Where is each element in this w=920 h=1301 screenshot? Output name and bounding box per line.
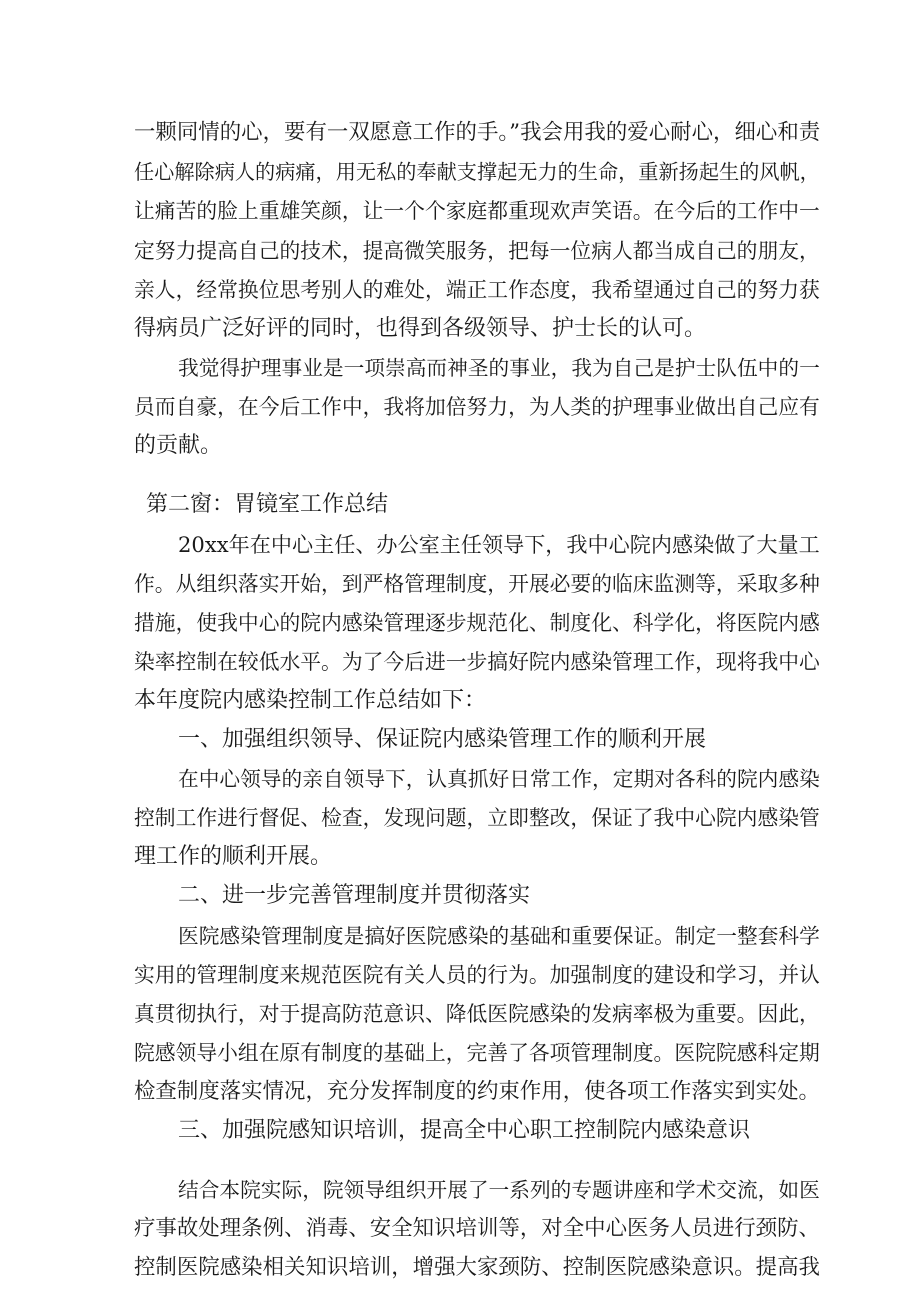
body-2-line-3: 真贯彻执行，对于提高防范意识、降低医院感染的发病率极为重要。因此， bbox=[134, 1002, 820, 1026]
body-3-line-3: 控制医院感染相关知识培训，增强大家颈防、控制医院感染意识。提高我 bbox=[134, 1255, 820, 1280]
heading-3: 三、加强院感知识培训，提高全中心职工控制院内感染意识 bbox=[178, 1118, 751, 1143]
paragraph-1-line-4: 定努力提高自己的技术，提高微笑服务，把每一位病人都当成自己的朋友， bbox=[134, 239, 820, 263]
body-3-line-1: 结合本院实际，院领导组织开展了一系列的专题讲座和学术交流，如医 bbox=[178, 1178, 820, 1202]
intro-line-3: 措施，使我中心的院内感染管理逐步规范化、制度化、科学化，将医院内感 bbox=[134, 611, 820, 635]
body-2-line-2: 实用的管理制度来规范医院有关人员的行为。加强制度的建设和学习，并认 bbox=[134, 963, 820, 987]
paragraph-1-line-5: 亲人，经常换位思考别人的难处，端正工作态度，我希望通过自己的努力获 bbox=[134, 278, 820, 302]
paragraph-1-line-3: 让痛苦的脸上重雄笑颜，让一个个家庭都重现欢声笑语。在今后的工作中一 bbox=[134, 199, 820, 223]
paragraph-2-line-3: 的贡献。 bbox=[134, 433, 223, 458]
body-1-line-2: 控制工作进行督促、检查，发现问题，立即整改，保证了我中心院内感染管 bbox=[134, 806, 820, 830]
body-2-line-1: 医院感染管理制度是搞好医院感染的基础和重要保证。制定一整套科学 bbox=[178, 924, 820, 948]
paragraph-1-line-1: 一颗同情的心，要有一双愿意工作的手。”我会用我的爱心耐心，细心和责 bbox=[134, 120, 821, 145]
paragraph-1-line-6: 得病员广泛好评的同时，也得到各级领导、护士长的认可。 bbox=[134, 316, 707, 341]
paragraph-1-line-2: 任心解除病人的病痛，用无私的奉献支撑起无力的生命，重新扬起生的风帆， bbox=[134, 160, 820, 184]
intro-line-4: 染率控制在较低水平。为了今后进一步搞好院内感染管理工作，现将我中心 bbox=[134, 650, 820, 674]
section-title: 第二窗：胃镜室工作总结 bbox=[146, 492, 389, 517]
intro-line-1: 20xx年在中心主任、办公室主任领导下，我中心院内感染做了大量工 bbox=[178, 532, 820, 557]
intro-line-2: 作。从组织落实开始，到严格管理制度，开展必要的临床监测等，采取多种 bbox=[134, 572, 820, 596]
paragraph-2-line-1: 我觉得护理事业是一项崇高而神圣的事业，我为自己是护士队伍中的一 bbox=[178, 356, 820, 380]
body-1-line-3: 理工作的顺利开展。 bbox=[134, 844, 333, 869]
heading-2: 二、进一步完善管理制度并贯彻落实 bbox=[178, 883, 531, 908]
heading-1: 一、加强组织领导、保证院内感染管理工作的顺利开展 bbox=[178, 727, 707, 752]
paragraph-2-line-2: 员而自豪，在今后工作中，我将加倍努力，为人类的护理事业做出自己应有 bbox=[134, 395, 820, 419]
body-2-line-5: 检查制度落实情况，充分发挥制度的约束作用，使各项工作落实到实处。 bbox=[134, 1079, 820, 1104]
body-1-line-1: 在中心领导的亲自领导下，认真抓好日常工作，定期对各科的院内感染 bbox=[178, 767, 820, 791]
body-3-line-2: 疗事故处理条例、消毒、安全知识培训等，对全中心医务人员进行颈防、 bbox=[134, 1216, 820, 1241]
body-2-line-4: 院感领导小组在原有制度的基础上，完善了各项管理制度。医院院感科定期 bbox=[134, 1041, 820, 1065]
intro-line-5: 本年度院内感染控制工作总结如下： bbox=[134, 688, 487, 713]
